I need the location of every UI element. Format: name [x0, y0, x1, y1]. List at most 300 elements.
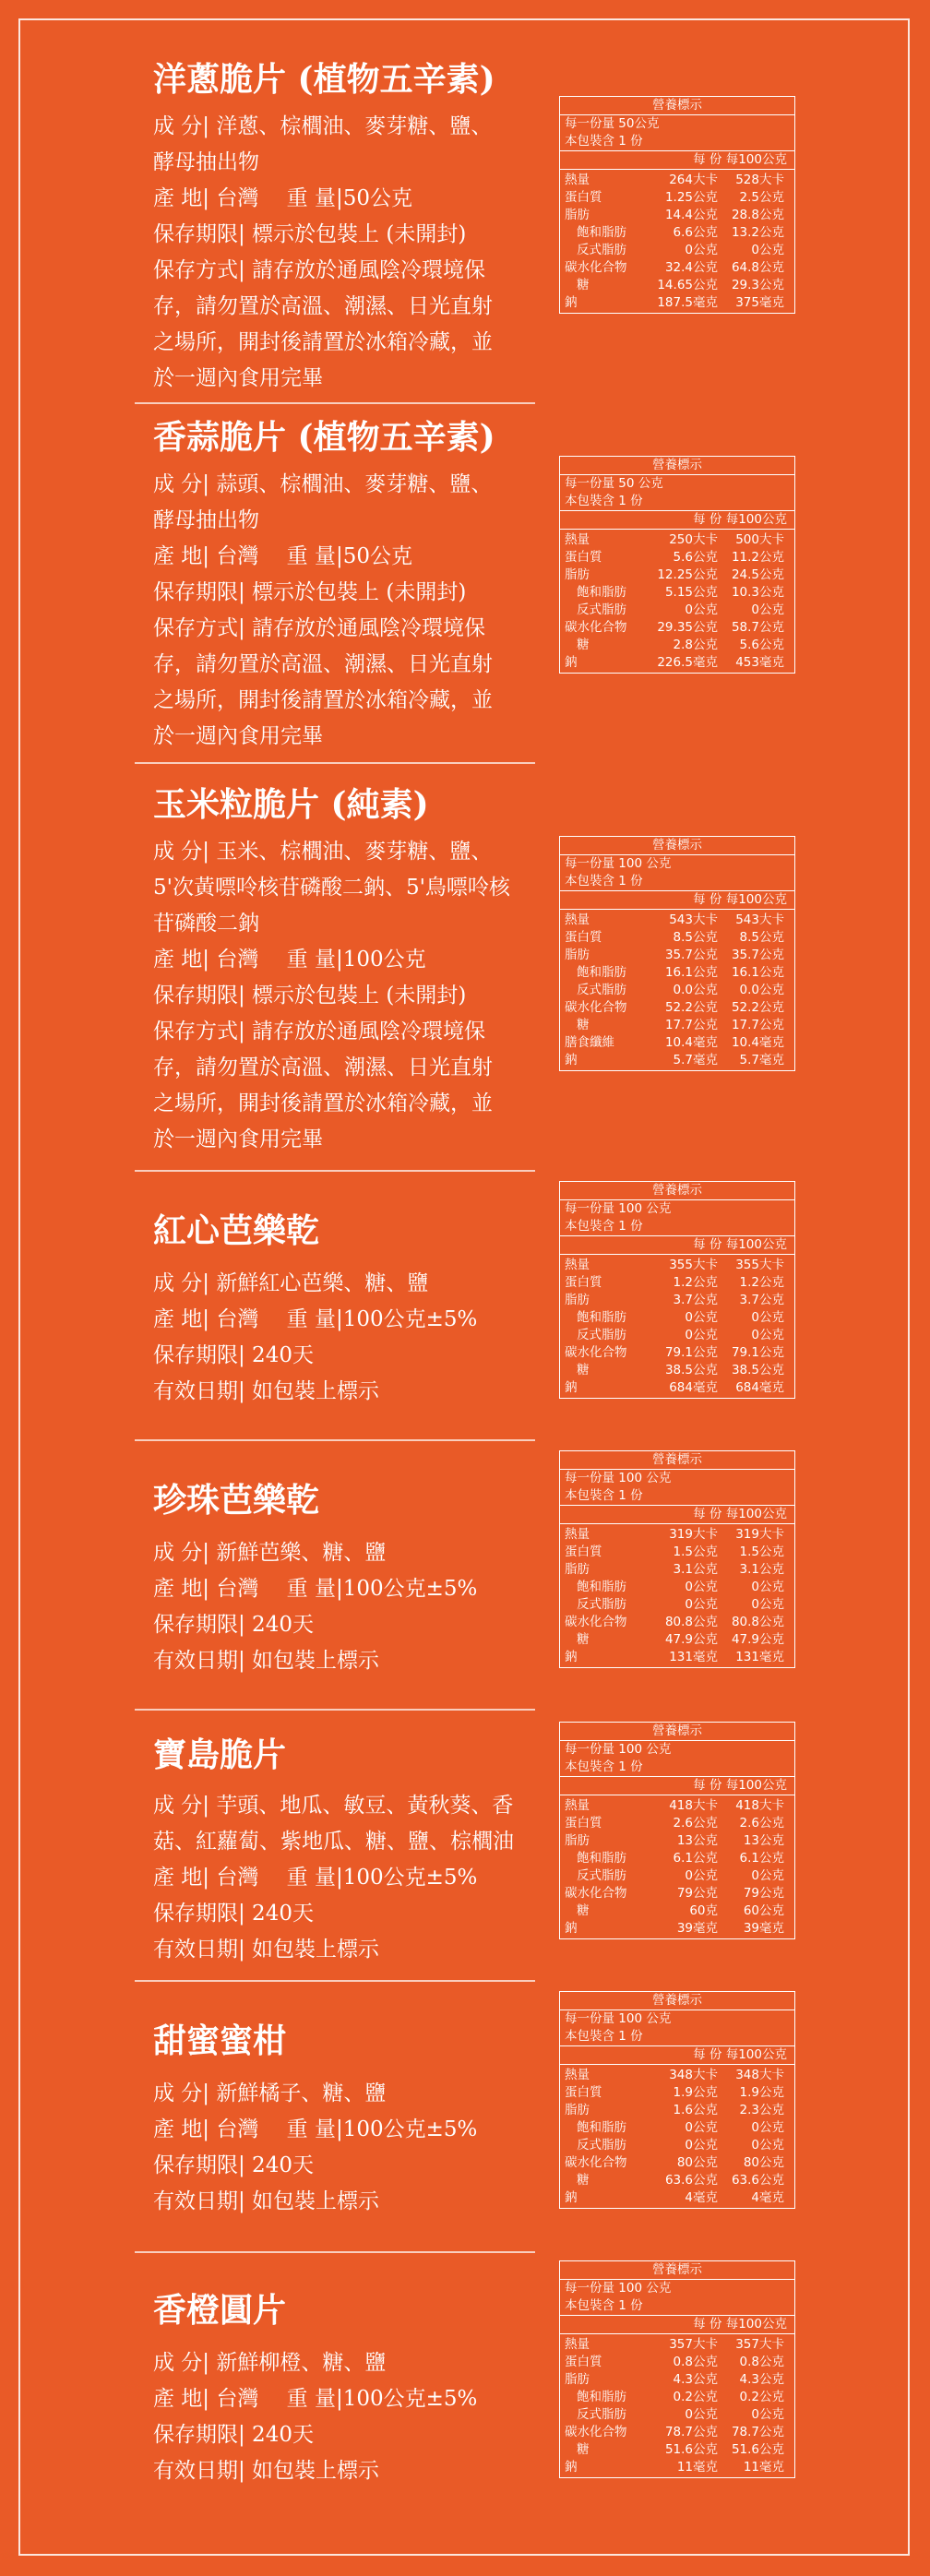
per-100g-value: 543大卡 [735, 912, 784, 927]
detail-line: 保存期限| 240天 [153, 1343, 314, 1367]
per-100g-value: 357大卡 [735, 2337, 784, 2352]
nutrition-row [560, 584, 794, 602]
nutrient-name: 熱量 [565, 1527, 590, 1542]
per-100g-value: 528大卡 [735, 173, 784, 187]
per-100g-value: 39毫克 [743, 1921, 784, 1936]
nutrition-panel [559, 1450, 795, 1668]
per-serving-value: 319大卡 [669, 1527, 718, 1542]
nutrient-name: 糖 [577, 1903, 590, 1918]
serving-size: 每一份量 100 公克 [565, 1742, 672, 1757]
nutrition-row [560, 947, 794, 964]
nutrition-row [560, 2389, 794, 2406]
per-serving-value: 3.7公克 [673, 1293, 718, 1307]
per-serving-value: 80公克 [676, 2155, 718, 2170]
per-serving-value: 8.5公克 [673, 930, 718, 945]
nutrition-panel [559, 1991, 795, 2209]
nutrition-row [560, 224, 794, 242]
nutrient-name: 熱量 [565, 2068, 590, 2082]
nutrient-name: 碳水化合物 [565, 620, 627, 635]
per-serving-value: 357大卡 [669, 2337, 718, 2352]
nutrition-row [560, 1815, 794, 1832]
per-serving-value: 14.65公克 [657, 278, 718, 292]
nutrition-row [560, 982, 794, 999]
per-100g-value: 58.7公克 [731, 620, 784, 635]
detail-line: 存，請勿置於高溫、潮濕、日光直射 [153, 1055, 493, 1079]
detail-line: 酵母抽出物 [153, 508, 259, 532]
nutrient-name: 脂肪 [565, 567, 590, 582]
nutrition-column-headers: 每 份 每100公克 [560, 1235, 794, 1255]
detail-line: 保存期限| 240天 [153, 2153, 314, 2177]
nutrition-row [560, 1362, 794, 1379]
per-100g-value: 51.6公克 [731, 2442, 784, 2457]
product-title: 紅心芭樂乾 [153, 1211, 320, 1250]
nutrition-row [560, 172, 794, 189]
detail-line: 產 地| 台灣 重 量|50公克 [153, 544, 413, 568]
nutrient-name: 熱量 [565, 912, 590, 927]
per-serving-value: 187.5毫克 [657, 295, 718, 310]
per-serving-value: 17.7公克 [664, 1018, 718, 1032]
per-serving-value: 29.35公克 [657, 620, 718, 635]
nutrition-row [560, 566, 794, 584]
nutrient-name: 糖 [577, 1363, 590, 1377]
nutrition-row [560, 1052, 794, 1069]
serving-size: 每一份量 50公克 [565, 116, 660, 131]
nutrition-panel [559, 1181, 795, 1399]
nutrient-name: 脂肪 [565, 208, 590, 222]
nutrition-row [560, 531, 794, 549]
detail-line: 成 分| 芋頭、地瓜、敏豆、黃秋葵、香 [153, 1794, 514, 1818]
detail-line: 成 分| 洋蔥、棕櫚油、麥芽糖、鹽、 [153, 114, 493, 138]
nutrition-row [560, 929, 794, 947]
detail-line: 保存期限| 標示於包裝上 (未開封) [153, 580, 467, 604]
nutrition-header: 營養標示 [560, 1182, 794, 1200]
serving-size: 每一份量 100 公克 [565, 1201, 672, 1216]
per-serving-value: 11毫克 [676, 2460, 718, 2475]
nutrient-name: 脂肪 [565, 1293, 590, 1307]
per-serving-value: 0.2公克 [673, 2390, 718, 2404]
nutrient-name: 鈉 [565, 655, 578, 670]
per-serving-value: 1.5公克 [673, 1544, 718, 1559]
detail-line: 有效日期| 如包裝上標示 [153, 1379, 380, 1403]
product-details [153, 834, 541, 1158]
per-serving-value: 0公克 [685, 1580, 718, 1594]
per-100g-value: 348大卡 [735, 2068, 784, 2082]
per-100g-value: 375毫克 [735, 295, 784, 310]
per-100g-value: 64.8公克 [731, 260, 784, 275]
detail-line: 於一週內食用完畢 [153, 366, 323, 390]
detail-line: 產 地| 台灣 重 量|100公克±5% [153, 1577, 478, 1601]
per-100g-value: 2.6公克 [739, 1816, 784, 1831]
nutrient-name: 碳水化合物 [565, 2425, 627, 2439]
serving-size: 每一份量 100 公克 [565, 856, 672, 871]
per-serving-value: 1.2公克 [673, 1275, 718, 1290]
per-100g-value: 79.1公克 [731, 1345, 784, 1360]
detail-line: 保存期限| 240天 [153, 1613, 314, 1637]
nutrient-name: 糖 [577, 1018, 590, 1032]
detail-line: 之場所，開封後請置於冰箱冷藏，並 [153, 688, 493, 712]
detail-line: 5'次黃嘌呤核苷磷酸二鈉、5'鳥嘌呤核 [153, 876, 510, 900]
per-serving-value: 0公克 [685, 1310, 718, 1325]
per-serving-value: 16.1公克 [664, 965, 718, 980]
per-100g-value: 319大卡 [735, 1527, 784, 1542]
per-100g-value: 418大卡 [735, 1798, 784, 1813]
per-100g-value: 0公克 [751, 602, 784, 617]
per-100g-value: 8.5公克 [739, 930, 784, 945]
per-serving-value: 6.6公克 [673, 225, 718, 240]
nutrient-name: 鈉 [565, 2190, 578, 2205]
section-divider [135, 2251, 535, 2253]
detail-line: 產 地| 台灣 重 量|100公克±5% [153, 1866, 478, 1890]
nutrient-name: 碳水化合物 [565, 1345, 627, 1360]
per-100g-value: 63.6公克 [731, 2173, 784, 2188]
per-100g-value: 4毫克 [751, 2190, 784, 2205]
detail-line: 保存方式| 請存放於通風陰冷環境保 [153, 616, 486, 640]
per-serving-value: 355大卡 [669, 1258, 718, 1272]
servings-per-pack: 本包裝含 1 份 [565, 2029, 643, 2044]
per-serving-value: 1.6公克 [673, 2103, 718, 2117]
per-serving-value: 60克 [689, 1903, 718, 1918]
nutrition-row [560, 1579, 794, 1596]
nutrition-row [560, 1596, 794, 1614]
product-title: 香蒜脆片 (植物五辛素) [153, 418, 495, 457]
nutrition-row [560, 2102, 794, 2119]
per-serving-value: 63.6公克 [664, 2173, 718, 2188]
nutrition-row [560, 1257, 794, 1274]
section-divider [135, 1709, 535, 1711]
per-100g-value: 131毫克 [735, 1650, 784, 1664]
nutrient-name: 飽和脂肪 [577, 2390, 626, 2404]
nutrient-name: 碳水化合物 [565, 1886, 627, 1901]
nutrition-row [560, 1309, 794, 1327]
nutrition-row [560, 1631, 794, 1649]
per-100g-value: 11.2公克 [731, 550, 784, 565]
nutrition-row [560, 964, 794, 982]
detail-line: 成 分| 新鮮芭樂、糖、鹽 [153, 1541, 387, 1565]
per-100g-value: 0公克 [751, 1310, 784, 1325]
product-title: 珍珠芭樂乾 [153, 1481, 320, 1520]
servings-per-pack: 本包裝含 1 份 [565, 1759, 643, 1774]
per-serving-value: 32.4公克 [664, 260, 718, 275]
detail-line: 保存期限| 240天 [153, 1902, 314, 1926]
per-serving-value: 5.7毫克 [673, 1053, 718, 1067]
section-divider [135, 402, 535, 404]
nutrient-name: 鈉 [565, 1053, 578, 1067]
nutrition-header: 營養標示 [560, 1451, 794, 1470]
servings-per-pack: 本包裝含 1 份 [565, 134, 643, 149]
per-serving-value: 39毫克 [676, 1921, 718, 1936]
per-serving-value: 1.25公克 [664, 190, 718, 205]
per-serving-value: 264大卡 [669, 173, 718, 187]
serving-size: 每一份量 100 公克 [565, 1471, 672, 1485]
nutrient-name: 蛋白質 [565, 1816, 602, 1831]
per-100g-value: 6.1公克 [739, 1851, 784, 1866]
per-100g-value: 80.8公克 [731, 1615, 784, 1629]
nutrient-name: 蛋白質 [565, 1275, 602, 1290]
product-details [153, 467, 541, 755]
nutrient-name: 糖 [577, 1632, 590, 1647]
per-100g-value: 3.7公克 [739, 1293, 784, 1307]
nutrient-name: 反式脂肪 [577, 983, 626, 997]
nutrition-row [560, 637, 794, 654]
nutrition-column-headers: 每 份 每100公克 [560, 150, 794, 170]
product-title: 甜蜜蜜柑 [153, 2021, 287, 2060]
per-100g-value: 0公克 [751, 243, 784, 257]
nutrient-name: 飽和脂肪 [577, 225, 626, 240]
per-100g-value: 60公克 [743, 1903, 784, 1918]
nutrition-row [560, 1797, 794, 1815]
per-serving-value: 38.5公克 [664, 1363, 718, 1377]
per-serving-value: 0.8公克 [673, 2355, 718, 2369]
nutrition-row [560, 912, 794, 929]
per-serving-value: 1.9公克 [673, 2085, 718, 2100]
detail-line: 產 地| 台灣 重 量|50公克 [153, 186, 413, 210]
nutrient-name: 糖 [577, 2442, 590, 2457]
per-serving-value: 226.5毫克 [657, 655, 718, 670]
per-serving-value: 79.1公克 [664, 1345, 718, 1360]
per-serving-value: 2.8公克 [673, 638, 718, 652]
nutrient-name: 膳食纖維 [565, 1035, 614, 1050]
nutrition-row [560, 2172, 794, 2189]
nutrient-name: 糖 [577, 2173, 590, 2188]
nutrition-row [560, 2084, 794, 2102]
nutrient-name: 飽和脂肪 [577, 1851, 626, 1866]
nutrient-name: 蛋白質 [565, 2355, 602, 2369]
nutrition-row [560, 189, 794, 207]
per-serving-value: 348大卡 [669, 2068, 718, 2082]
per-serving-value: 78.7公克 [664, 2425, 718, 2439]
nutrient-name: 熱量 [565, 1798, 590, 1813]
detail-line: 有效日期| 如包裝上標示 [153, 2189, 380, 2213]
nutrient-name: 飽和脂肪 [577, 585, 626, 600]
nutrition-row [560, 2441, 794, 2459]
per-100g-value: 0.2公克 [739, 2390, 784, 2404]
nutrition-row [560, 1327, 794, 1344]
per-serving-value: 10.4毫克 [664, 1035, 718, 1050]
nutrient-name: 反式脂肪 [577, 1328, 626, 1342]
nutrition-row [560, 1885, 794, 1902]
nutrient-name: 蛋白質 [565, 1544, 602, 1559]
nutrient-name: 鈉 [565, 2460, 578, 2475]
per-100g-value: 3.1公克 [739, 1562, 784, 1577]
detail-line: 產 地| 台灣 重 量|100公克±5% [153, 1307, 478, 1331]
detail-line: 保存方式| 請存放於通風陰冷環境保 [153, 258, 486, 282]
detail-line: 有效日期| 如包裝上標示 [153, 1938, 380, 1962]
per-serving-value: 0公克 [685, 243, 718, 257]
product-title: 洋蔥脆片 (植物五辛素) [153, 60, 495, 99]
nutrition-panel [559, 2260, 795, 2478]
per-serving-value: 14.4公克 [664, 208, 718, 222]
per-100g-value: 0公克 [751, 2120, 784, 2135]
nutrition-row [560, 2424, 794, 2441]
detail-line: 成 分| 玉米、棕櫚油、麥芽糖、鹽、 [153, 840, 493, 864]
per-100g-value: 52.2公克 [731, 1000, 784, 1015]
nutrient-name: 反式脂肪 [577, 1868, 626, 1883]
per-100g-value: 5.6公克 [739, 638, 784, 652]
detail-line: 成 分| 新鮮柳橙、糖、鹽 [153, 2351, 387, 2375]
per-100g-value: 0公克 [751, 2407, 784, 2422]
per-serving-value: 51.6公克 [664, 2442, 718, 2457]
nutrition-row [560, 1614, 794, 1631]
detail-line: 菇、紅蘿蔔、紫地瓜、糖、鹽、棕櫚油 [153, 1830, 514, 1854]
nutrition-panel [559, 1722, 795, 1939]
detail-line: 成 分| 蒜頭、棕櫚油、麥芽糖、鹽、 [153, 472, 493, 496]
servings-per-pack: 本包裝含 1 份 [565, 2298, 643, 2313]
per-100g-value: 24.5公克 [731, 567, 784, 582]
nutrient-name: 碳水化合物 [565, 1615, 627, 1629]
nutrient-name: 飽和脂肪 [577, 2120, 626, 2135]
nutrition-row [560, 1544, 794, 1561]
per-100g-value: 13公克 [743, 1833, 784, 1848]
nutrition-row [560, 1292, 794, 1309]
per-serving-value: 684毫克 [669, 1380, 718, 1395]
product-details [153, 2345, 541, 2489]
nutrition-header: 營養標示 [560, 1992, 794, 2010]
nutrient-name: 鈉 [565, 1921, 578, 1936]
section-divider [135, 1980, 535, 1982]
nutrient-name: 鈉 [565, 295, 578, 310]
servings-per-pack: 本包裝含 1 份 [565, 1219, 643, 1234]
per-100g-value: 80公克 [743, 2155, 784, 2170]
nutrient-name: 反式脂肪 [577, 2138, 626, 2153]
per-100g-value: 453毫克 [735, 655, 784, 670]
nutrient-name: 反式脂肪 [577, 2407, 626, 2422]
serving-size: 每一份量 50 公克 [565, 476, 663, 491]
detail-line: 之場所，開封後請置於冰箱冷藏，並 [153, 1091, 493, 1115]
per-100g-value: 78.7公克 [731, 2425, 784, 2439]
nutrition-column-headers: 每 份 每100公克 [560, 890, 794, 910]
nutrition-column-headers: 每 份 每100公克 [560, 2315, 794, 2334]
per-100g-value: 17.7公克 [731, 1018, 784, 1032]
detail-line: 保存期限| 標示於包裝上 (未開封) [153, 984, 467, 1008]
per-100g-value: 38.5公克 [731, 1363, 784, 1377]
per-100g-value: 5.7毫克 [739, 1053, 784, 1067]
nutrient-name: 反式脂肪 [577, 602, 626, 617]
nutrient-name: 鈉 [565, 1650, 578, 1664]
nutrient-name: 糖 [577, 278, 590, 292]
nutrition-panel [559, 836, 795, 1071]
product-details [153, 1266, 541, 1410]
nutrition-row [560, 2354, 794, 2371]
nutrition-column-headers: 每 份 每100公克 [560, 1776, 794, 1795]
per-100g-value: 1.5公克 [739, 1544, 784, 1559]
nutrition-row [560, 294, 794, 312]
nutrient-name: 蛋白質 [565, 190, 602, 205]
detail-line: 保存期限| 標示於包裝上 (未開封) [153, 222, 467, 246]
per-100g-value: 2.5公克 [739, 190, 784, 205]
per-serving-value: 79公克 [676, 1886, 718, 1901]
per-serving-value: 35.7公克 [664, 948, 718, 962]
detail-line: 苷磷酸二鈉 [153, 912, 259, 936]
detail-line: 酵母抽出物 [153, 150, 259, 174]
per-100g-value: 28.8公克 [731, 208, 784, 222]
per-serving-value: 0公克 [685, 1597, 718, 1612]
per-serving-value: 0.0公克 [673, 983, 718, 997]
per-100g-value: 0公克 [751, 1868, 784, 1883]
per-100g-value: 11毫克 [743, 2460, 784, 2475]
nutrient-name: 糖 [577, 638, 590, 652]
nutrition-row [560, 1867, 794, 1885]
nutrition-column-headers: 每 份 每100公克 [560, 1505, 794, 1524]
per-100g-value: 0公克 [751, 1580, 784, 1594]
nutrition-panel [559, 456, 795, 674]
serving-size: 每一份量 100 公克 [565, 2011, 672, 2026]
detail-line: 於一週內食用完畢 [153, 724, 323, 748]
per-100g-value: 29.3公克 [731, 278, 784, 292]
per-serving-value: 4毫克 [685, 2190, 718, 2205]
nutrition-column-headers: 每 份 每100公克 [560, 2045, 794, 2065]
per-serving-value: 3.1公克 [673, 1562, 718, 1577]
nutrition-row [560, 242, 794, 259]
nutrient-name: 碳水化合物 [565, 260, 627, 275]
nutrient-name: 脂肪 [565, 1833, 590, 1848]
servings-per-pack: 本包裝含 1 份 [565, 1488, 643, 1503]
per-serving-value: 80.8公克 [664, 1615, 718, 1629]
per-100g-value: 35.7公克 [731, 948, 784, 962]
nutrition-row [560, 2459, 794, 2476]
nutrition-row [560, 1561, 794, 1579]
per-serving-value: 0公克 [685, 1868, 718, 1883]
nutrient-name: 脂肪 [565, 2372, 590, 2387]
nutrition-row [560, 1526, 794, 1544]
per-100g-value: 10.4毫克 [731, 1035, 784, 1050]
nutrient-name: 熱量 [565, 1258, 590, 1272]
nutrition-row [560, 2406, 794, 2424]
detail-line: 保存期限| 240天 [153, 2423, 314, 2447]
per-100g-value: 0公克 [751, 1328, 784, 1342]
nutrition-row [560, 2119, 794, 2137]
per-100g-value: 0.8公克 [739, 2355, 784, 2369]
nutrition-row [560, 259, 794, 277]
nutrition-row [560, 1902, 794, 1920]
nutrient-name: 熱量 [565, 173, 590, 187]
per-serving-value: 0公克 [685, 2120, 718, 2135]
nutrient-name: 脂肪 [565, 2103, 590, 2117]
per-100g-value: 16.1公克 [731, 965, 784, 980]
per-serving-value: 543大卡 [669, 912, 718, 927]
detail-line: 於一週內食用完畢 [153, 1127, 323, 1151]
nutrition-row [560, 2154, 794, 2172]
nutrient-name: 脂肪 [565, 1562, 590, 1577]
per-serving-value: 6.1公克 [673, 1851, 718, 1866]
nutrition-row [560, 2137, 794, 2154]
per-serving-value: 5.6公克 [673, 550, 718, 565]
servings-per-pack: 本包裝含 1 份 [565, 494, 643, 508]
nutrition-panel [559, 96, 795, 314]
nutrition-row [560, 2371, 794, 2389]
product-details [153, 1788, 541, 1968]
nutrition-row [560, 1274, 794, 1292]
nutrition-row [560, 1379, 794, 1397]
nutrient-name: 熱量 [565, 2337, 590, 2352]
nutrition-row [560, 207, 794, 224]
detail-line: 保存方式| 請存放於通風陰冷環境保 [153, 1020, 486, 1044]
nutrition-row [560, 602, 794, 619]
servings-per-pack: 本包裝含 1 份 [565, 874, 643, 888]
nutrition-row [560, 1832, 794, 1850]
per-100g-value: 0公克 [751, 2138, 784, 2153]
per-100g-value: 4.3公克 [739, 2372, 784, 2387]
detail-line: 成 分| 新鮮橘子、糖、鹽 [153, 2081, 387, 2105]
nutrient-name: 飽和脂肪 [577, 1310, 626, 1325]
nutrient-name: 蛋白質 [565, 550, 602, 565]
nutrient-name: 蛋白質 [565, 2085, 602, 2100]
nutrient-name: 反式脂肪 [577, 243, 626, 257]
nutrition-row [560, 1017, 794, 1034]
nutrition-header: 營養標示 [560, 457, 794, 475]
per-100g-value: 10.3公克 [731, 585, 784, 600]
per-serving-value: 52.2公克 [664, 1000, 718, 1015]
section-divider [135, 1170, 535, 1172]
